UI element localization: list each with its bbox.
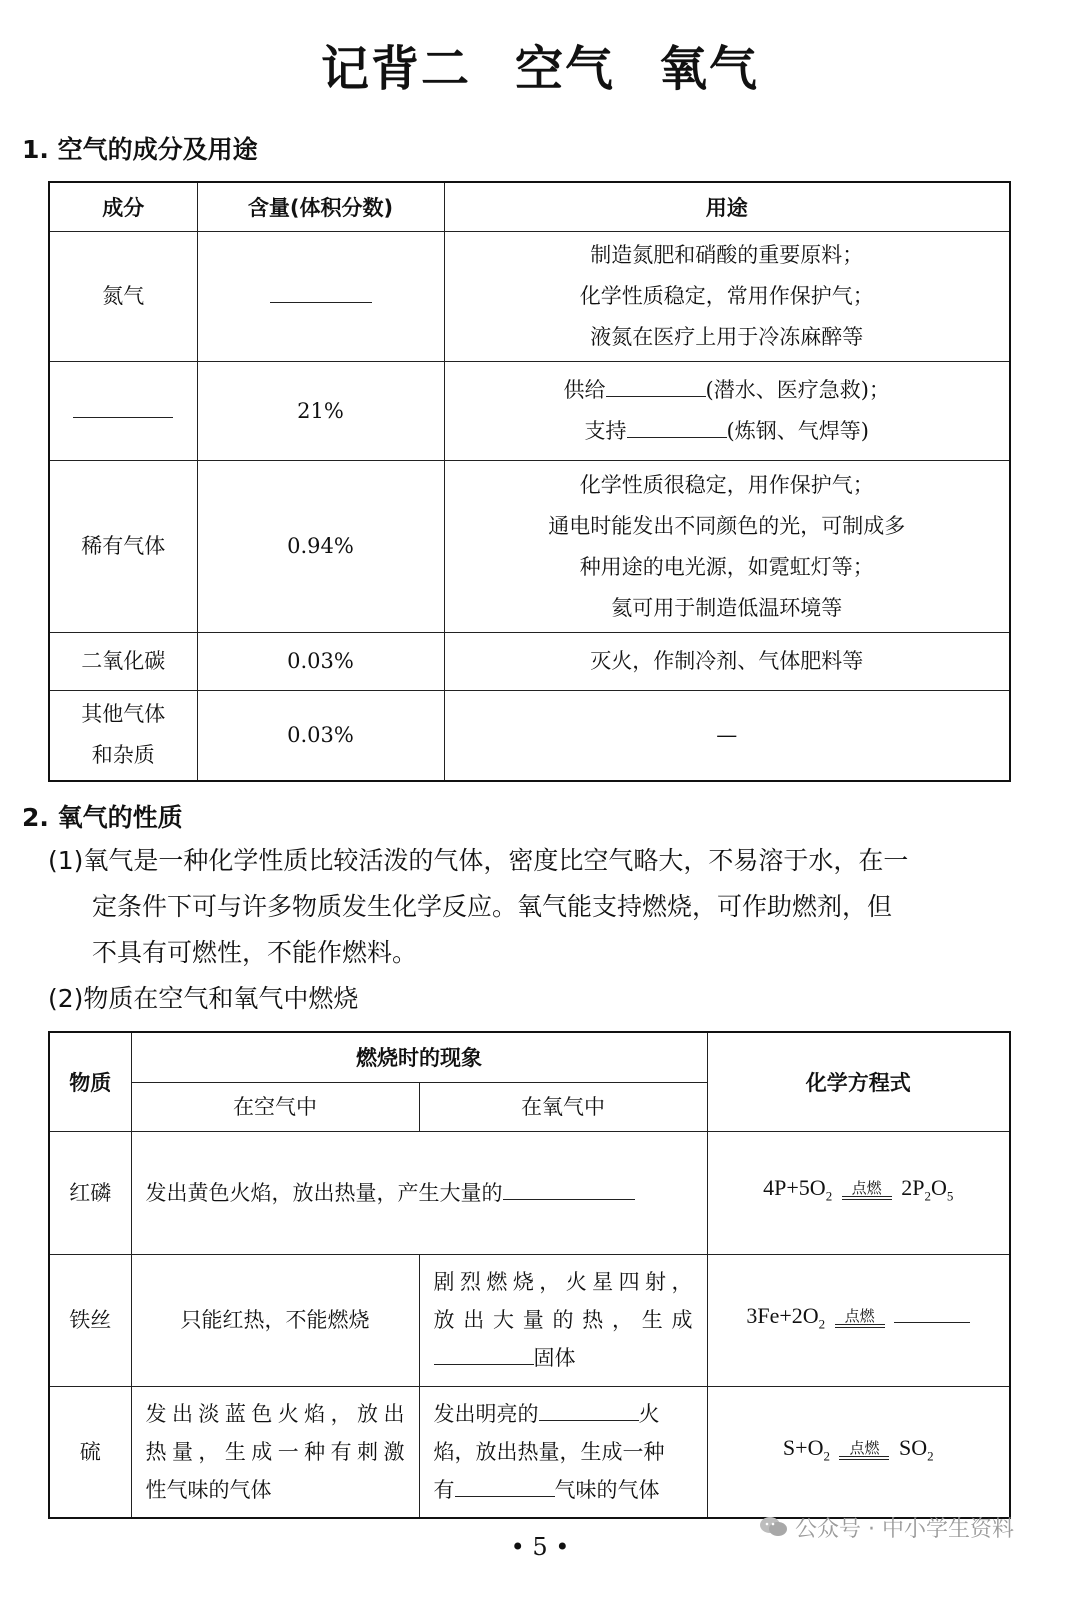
component-cell bbox=[49, 691, 197, 781]
content-blank-cell bbox=[197, 232, 444, 362]
oxygen-properties-paragraph bbox=[48, 838, 1008, 976]
use-line bbox=[451, 370, 1004, 411]
phenomenon-line: 性气味的气体 bbox=[145, 1477, 272, 1502]
equation-cell bbox=[707, 1131, 1010, 1254]
header-in-oxygen: 在氧气中 bbox=[419, 1082, 707, 1131]
fill-blank[interactable] bbox=[627, 414, 727, 438]
section-1-heading: 1. 空气的成分及用途 bbox=[22, 135, 258, 164]
reaction-condition bbox=[835, 1308, 885, 1328]
component-cell: 氮气 bbox=[49, 232, 197, 362]
component-cell: 稀有气体 bbox=[49, 461, 197, 633]
table-header-row bbox=[49, 182, 1010, 232]
paragraph-line: 定条件下可与许多物质发生化学反应。氧气能支持燃烧，可作助燃剂，但 bbox=[92, 892, 893, 921]
condition-label: 点燃 bbox=[844, 1306, 875, 1325]
phenomenon-text: 发出明亮的 bbox=[433, 1401, 539, 1426]
use-line: 通电时能发出不同颜色的光，可制成多 bbox=[548, 513, 906, 538]
reaction-condition bbox=[842, 1180, 892, 1200]
paragraph-line: 不具有可燃性，不能作燃料。 bbox=[92, 938, 418, 967]
paragraph-line: (1)氧气是一种化学性质比较活泼的气体，密度比空气略大，不易溶于水，在一 bbox=[48, 846, 909, 875]
fill-blank[interactable] bbox=[894, 1298, 970, 1323]
use-line: 化学性质稳定，常用作保护气； bbox=[579, 284, 874, 308]
section-2-heading: 2. 氧气的性质 bbox=[22, 803, 183, 832]
phenomenon-text: 发出黄色火焰，放出热量，产生大量的 bbox=[145, 1180, 503, 1205]
uses-cell bbox=[444, 232, 1010, 362]
eq-right: O bbox=[930, 1175, 947, 1201]
eq-sub: 2 bbox=[825, 1188, 833, 1204]
phenomenon-text: 气味的气体 bbox=[554, 1477, 660, 1502]
eq-sub: 2 bbox=[823, 1447, 830, 1463]
equation-cell bbox=[707, 1386, 1010, 1518]
use-text: (潜水、医疗急救)； bbox=[705, 378, 890, 402]
uses-cell: 灭火，作制冷剂、气体肥料等 bbox=[444, 633, 1010, 691]
eq-left: S+O bbox=[782, 1434, 824, 1460]
component-line: 其他气体 bbox=[81, 702, 166, 727]
substance-cell: 红磷 bbox=[49, 1131, 131, 1254]
fill-blank[interactable] bbox=[503, 1175, 635, 1199]
use-line: 种用途的电光源，如霓虹灯等； bbox=[579, 554, 874, 579]
phenomenon-line: 剧烈燃烧，火星四射， bbox=[433, 1270, 693, 1294]
title-part-1: 记背二 bbox=[320, 41, 471, 97]
phenomenon-line bbox=[434, 1471, 701, 1509]
eq-sub: 5 bbox=[946, 1188, 954, 1204]
phenomenon-text: 固体 bbox=[533, 1346, 576, 1370]
air-composition-table bbox=[48, 181, 1011, 782]
header-substance: 物质 bbox=[49, 1032, 131, 1131]
chemical-equation bbox=[763, 1175, 954, 1204]
phenomenon-line bbox=[434, 1339, 693, 1377]
page-number: • 5 • bbox=[510, 1533, 570, 1561]
in-air-cell: 只能红热，不能燃烧 bbox=[131, 1254, 419, 1386]
phenomenon-line: 热量，生成一种有刺激 bbox=[145, 1439, 405, 1464]
fill-blank[interactable] bbox=[434, 1341, 534, 1365]
table-row-iron-wire bbox=[49, 1254, 1010, 1386]
chemical-equation bbox=[746, 1302, 970, 1332]
header-equation: 化学方程式 bbox=[707, 1032, 1010, 1131]
title-part-2: 空气 bbox=[514, 41, 615, 97]
header-phenomenon: 燃烧时的现象 bbox=[131, 1032, 707, 1082]
phenomenon-text: 火 bbox=[638, 1401, 660, 1426]
chemical-equation bbox=[782, 1434, 934, 1463]
table-row-other bbox=[49, 691, 1010, 781]
content-cell: 21% bbox=[197, 362, 444, 461]
component-blank-cell bbox=[49, 362, 197, 461]
use-line: 制造氮肥和硝酸的重要原料； bbox=[590, 243, 864, 267]
combustion-table bbox=[48, 1031, 1011, 1519]
table-header-row bbox=[49, 1032, 1010, 1082]
phenomenon-line: 发出淡蓝色火焰，放出 bbox=[145, 1401, 405, 1426]
header-component: 成分 bbox=[49, 182, 197, 232]
in-air-cell bbox=[131, 1386, 419, 1518]
eq-right: SO bbox=[898, 1434, 928, 1460]
uses-cell bbox=[444, 461, 1010, 633]
phenomenon-line: 焰，放出热量，生成一种 bbox=[433, 1439, 665, 1464]
use-line: 氦可用于制造低温环境等 bbox=[611, 595, 843, 620]
condition-label: 点燃 bbox=[851, 1179, 882, 1198]
title-part-3: 氧气 bbox=[659, 41, 760, 97]
table-row-carbon-dioxide bbox=[49, 633, 1010, 691]
phenomenon-cell bbox=[131, 1131, 707, 1254]
uses-cell bbox=[444, 362, 1010, 461]
fill-blank[interactable] bbox=[455, 1473, 555, 1497]
phenomenon-line bbox=[434, 1395, 701, 1433]
component-line: 和杂质 bbox=[91, 743, 155, 768]
table-row-red-phosphorus bbox=[49, 1131, 1010, 1254]
phenomenon-line: 放出大量的热，生成 bbox=[433, 1308, 693, 1332]
table-row-rare-gases bbox=[49, 461, 1010, 633]
use-text: (炼钢、气焊等) bbox=[726, 419, 869, 443]
content-cell: 0.94% bbox=[197, 461, 444, 633]
substance-cell: 硫 bbox=[49, 1386, 131, 1518]
equation-cell bbox=[707, 1254, 1010, 1386]
eq-left: 4P+5O bbox=[763, 1175, 826, 1201]
header-content: 含量(体积分数) bbox=[197, 182, 444, 232]
eq-sub: 2 bbox=[818, 1316, 826, 1332]
use-line: 化学性质很稳定，用作保护气； bbox=[579, 472, 874, 497]
fill-blank[interactable] bbox=[270, 279, 372, 303]
table-row-sulfur bbox=[49, 1386, 1010, 1518]
header-uses: 用途 bbox=[444, 182, 1010, 232]
eq-right: 2P bbox=[901, 1175, 925, 1201]
use-line bbox=[451, 411, 1004, 452]
header-in-air: 在空气中 bbox=[131, 1082, 419, 1131]
page-title bbox=[0, 30, 1080, 99]
eq-left: 3Fe+2O bbox=[746, 1302, 819, 1328]
component-cell: 二氧化碳 bbox=[49, 633, 197, 691]
use-line: 液氮在医疗上用于冷冻麻醉等 bbox=[590, 325, 864, 349]
fill-blank[interactable] bbox=[73, 393, 173, 417]
substance-cell: 铁丝 bbox=[49, 1254, 131, 1386]
fill-blank[interactable] bbox=[606, 373, 706, 397]
reaction-condition bbox=[839, 1440, 889, 1460]
in-oxygen-cell bbox=[419, 1254, 707, 1386]
use-text: 支持 bbox=[584, 419, 627, 443]
content-cell: 0.03% bbox=[197, 633, 444, 691]
phenomenon-text: 有 bbox=[433, 1477, 455, 1502]
condition-label: 点燃 bbox=[849, 1438, 880, 1457]
fill-blank[interactable] bbox=[539, 1397, 639, 1421]
table-row-oxygen bbox=[49, 362, 1010, 461]
use-text: 供给 bbox=[563, 378, 606, 402]
combustion-subheading: (2)物质在空气和氧气中燃烧 bbox=[48, 984, 359, 1013]
eq-sub: 2 bbox=[924, 1188, 931, 1204]
watermark-text: 公众号 · 中小学生资料 bbox=[795, 1517, 1014, 1542]
uses-cell: — bbox=[444, 691, 1010, 781]
in-oxygen-cell bbox=[419, 1386, 707, 1518]
content-cell: 0.03% bbox=[197, 691, 444, 781]
eq-sub: 2 bbox=[927, 1447, 934, 1463]
table-row-nitrogen bbox=[49, 232, 1010, 362]
